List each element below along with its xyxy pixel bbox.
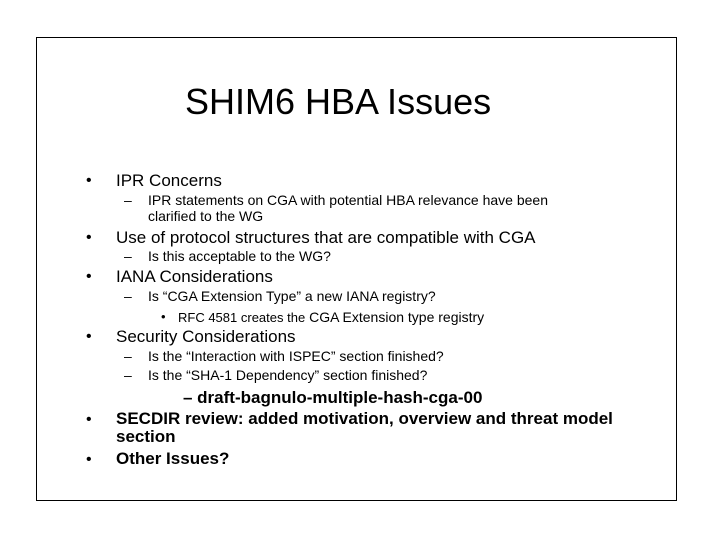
dash-marker: – bbox=[124, 367, 132, 383]
sub-ipr-statements-cont: clarified to the WG bbox=[148, 208, 264, 224]
bullet-marker: • bbox=[86, 268, 92, 285]
dash-marker: – bbox=[124, 288, 132, 304]
bullet-secdir-cont: section bbox=[116, 427, 176, 446]
bullet-protocol-structures: Use of protocol structures that are compatible with CGA bbox=[116, 228, 536, 247]
bullet-marker: • bbox=[86, 229, 92, 246]
sub-sha1: Is the “SHA-1 Dependency” section finished? bbox=[148, 367, 428, 383]
sub-ipr-statements: IPR statements on CGA with potential HBA relevance have been bbox=[148, 192, 549, 208]
dash-marker: – bbox=[124, 192, 132, 208]
draft-reference-line: – draft-bagnulo-multiple-hash-cga-00 bbox=[183, 388, 483, 407]
dash-marker: – bbox=[124, 348, 132, 364]
bullet-marker: • bbox=[86, 172, 92, 189]
bullet-marker: • bbox=[86, 451, 92, 468]
bullet-marker: • bbox=[86, 328, 92, 345]
bullet-iana: IANA Considerations bbox=[116, 267, 273, 286]
sub-acceptable: Is this acceptable to the WG? bbox=[148, 248, 331, 264]
bullet-security: Security Considerations bbox=[116, 327, 296, 346]
sub-ispec: Is the “Interaction with ISPEC” section finished? bbox=[148, 348, 444, 364]
bullet-other-issues: Other Issues? bbox=[116, 449, 230, 468]
subsub-rfc4581-a: RFC 4581 creates the bbox=[178, 310, 306, 325]
subsub-rfc4581-b: CGA Extension type registry bbox=[305, 309, 485, 325]
subsub-bullet-marker: • bbox=[161, 309, 166, 324]
bullet-marker: • bbox=[86, 411, 92, 428]
slide-title: SHIM6 HBA Issues bbox=[185, 81, 492, 122]
sub-cga-extension-type: Is “CGA Extension Type” a new IANA registry? bbox=[148, 288, 436, 304]
dash-marker: – bbox=[124, 248, 132, 264]
bullet-ipr-concerns: IPR Concerns bbox=[116, 171, 222, 190]
bullet-secdir: SECDIR review: added motivation, overview and threat model bbox=[116, 409, 613, 428]
subsub-rfc4581 bbox=[178, 310, 484, 324]
